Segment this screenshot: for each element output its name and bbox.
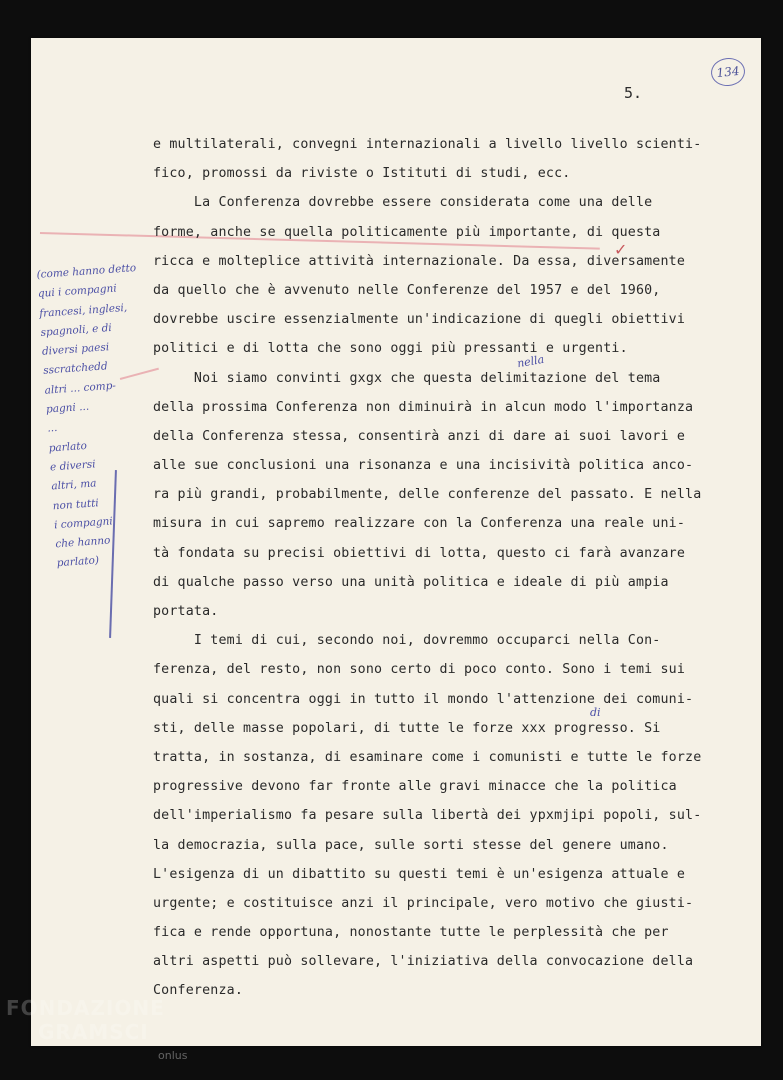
handwritten-line: altri, ma	[51, 477, 97, 493]
page-number: 5.	[624, 84, 643, 102]
handwritten-line: sscratchedd	[42, 360, 109, 378]
watermark-line1: FONDAZIONE	[6, 996, 165, 1020]
handwritten-line: altri ... comp-	[44, 379, 117, 397]
typed-line: portata.	[153, 604, 219, 619]
typed-line: Noi siamo convinti gxgx che questa delimitazione del tema	[153, 370, 661, 386]
typed-line: sti, delle masse popolari, di tutte le forze xxx progresso. Si	[153, 720, 661, 736]
typed-line: e multilaterali, convegni internazionali a livello livello scienti-	[153, 137, 702, 152]
typed-line: della Conferenza stessa, consentirà anzi di dare ai suoi lavori e	[153, 428, 686, 444]
typed-line: I temi di cui, secondo noi, dovremmo occuparci nella Con-	[153, 633, 661, 649]
handwritten-line: diversi paesi	[41, 341, 110, 358]
typed-line: fico, promossi da riviste o Istituti di studi, ecc.	[153, 166, 571, 182]
handwritten-line: parlato	[48, 439, 88, 455]
handwritten-line: spagnoli, e di	[40, 321, 113, 339]
handwritten-line: e diversi	[49, 458, 96, 474]
typed-line: della prossima Conferenza non diminuirà in alcun modo l'importanza	[153, 399, 694, 415]
handwritten-line: i compagni	[53, 515, 114, 532]
handwritten-line: non tutti	[52, 496, 100, 512]
check-mark-icon: ✓	[614, 240, 628, 259]
typed-line: fica e rende opportuna, nonostante tutte le perplessità che per	[153, 925, 669, 941]
typed-line: ricca e molteplice attività internazionale. Da essa, diversamente	[153, 253, 686, 269]
typed-line: forme, anche se quella politicamente più importante, di questa	[153, 224, 661, 240]
handwritten-insert-di: di	[590, 706, 601, 719]
typed-line: dell'imperialismo fa pesare sulla libertà dei ypxmjipi popoli, sul-	[153, 808, 702, 824]
typed-line: da quello che è avvenuto nelle Conferenze del 1957 e del 1960,	[153, 282, 661, 298]
foundation-watermark	[6, 996, 165, 1044]
typed-line: alle sue conclusioni una risonanza e una incisività politica anco-	[153, 458, 694, 474]
typed-line: L'esigenza di un dibattito su questi temi è un'esigenza attuale e	[153, 866, 686, 882]
typed-line: Conferenza.	[153, 983, 244, 999]
typed-line: tratta, in sostanza, di esaminare come i comunisti e tutte le forze	[153, 749, 702, 765]
typed-line: quali si concentra oggi in tutto il mondo l'attenzione dei comuni-	[153, 691, 694, 707]
typed-line: politici e di lotta che sono oggi più pressanti e urgenti.	[153, 341, 628, 357]
watermark-line2: GRAMSCI	[38, 1020, 149, 1044]
watermark-sub: onlus	[158, 1049, 188, 1062]
typed-line: di qualche passo verso una unità politica e ideale di più ampia	[153, 574, 669, 590]
handwritten-line: (come hanno detto	[36, 262, 137, 281]
typed-line: La Conferenza dovrebbe essere considerata come una delle	[153, 195, 653, 211]
handwritten-line: parlato)	[56, 554, 100, 570]
typed-line: misura in cui sapremo realizzare con la Conferenza una reale uni-	[153, 516, 686, 532]
handwritten-line: ...	[46, 422, 58, 435]
typed-line: ra più grandi, probabilmente, delle conferenze del passato. E nella	[153, 487, 702, 503]
typed-line: urgente; e costituisce anzi il principale, vero motivo che giusti-	[153, 895, 694, 911]
handwritten-line: francesi, inglesi,	[38, 301, 128, 320]
typed-line: altri aspetti può sollevare, l'iniziativa della convocazione della	[153, 954, 694, 970]
handwritten-line: qui i compagni	[37, 282, 118, 301]
typed-line: tà fondata su precisi obiettivi di lotta, questo ci farà avanzare	[153, 545, 686, 561]
typed-body-text	[153, 130, 763, 1006]
archive-stamp-number: 134	[715, 63, 741, 81]
typed-line: la democrazia, sulla pace, sulle sorti stesse del genere umano.	[153, 837, 669, 853]
handwritten-insert-nella: nella	[516, 352, 546, 371]
typed-line: dovrebbe uscire essenzialmente un'indicazione di quegli obiettivi	[153, 312, 686, 328]
handwritten-line: che hanno	[55, 534, 111, 551]
handwritten-line: pagni ...	[45, 400, 90, 416]
typed-line: ferenza, del resto, non sono certo di poco conto. Sono i temi sui	[153, 662, 686, 678]
typed-line: progressive devono far fronte alle gravi minacce che la politica	[153, 779, 677, 795]
